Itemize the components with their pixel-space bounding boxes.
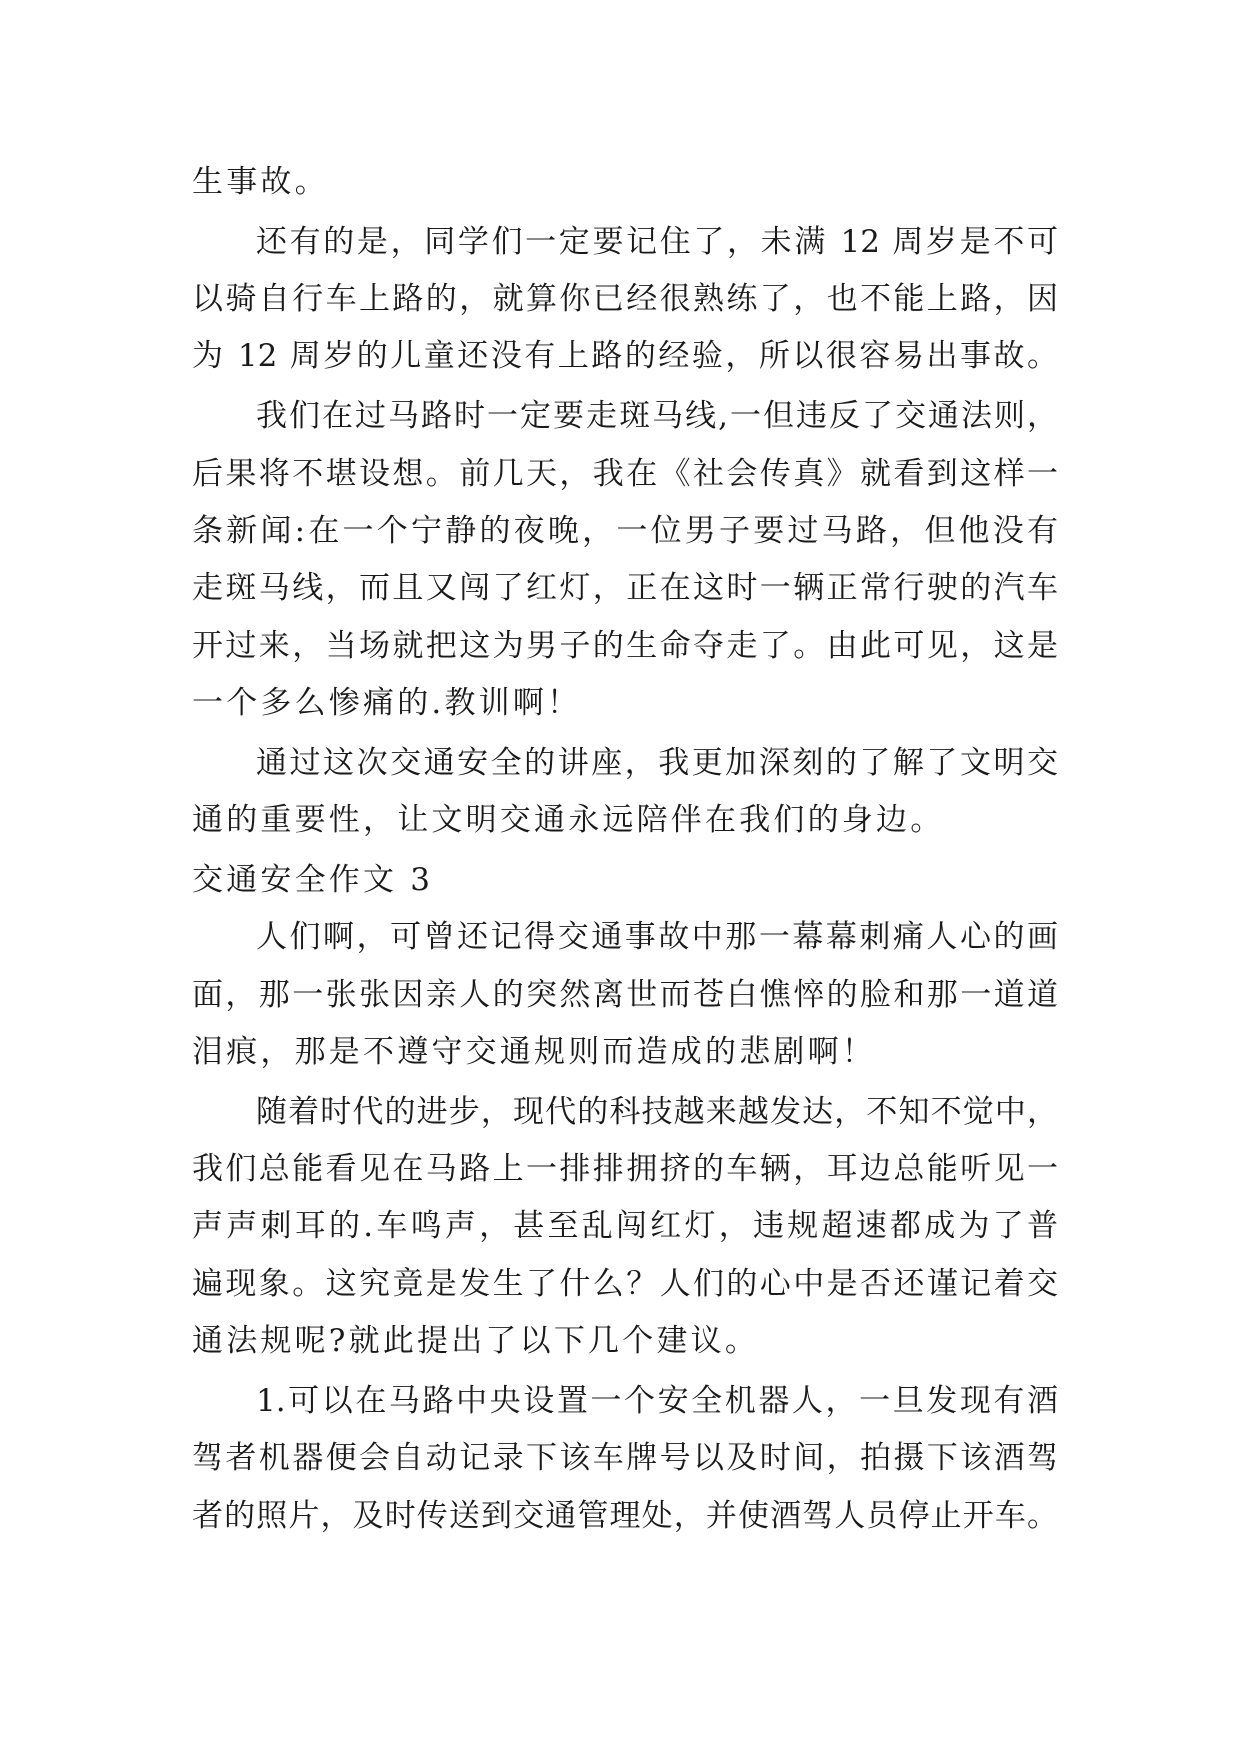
text-line: 我们在过马路时一定要走斑马线,一但违反了交通法则， bbox=[256, 398, 1058, 434]
text-line: 通过这次交通安全的讲座，我更加深刻的了解了文明交 bbox=[256, 745, 1058, 781]
text-line: 1.可以在马路中央设置一个安全机器人，一旦发现有酒 bbox=[256, 1383, 1058, 1419]
text-line: 通法规呢?就此提出了以下几个建议。 bbox=[192, 1323, 760, 1359]
text-line: 遍现象。这究竟是发生了什么？人们的心中是否还谨记着交 bbox=[192, 1266, 1058, 1302]
text-line: 还有的是，同学们一定要记住了，未满 12 周岁是不可 bbox=[256, 224, 1058, 260]
text-line: 条新闻:在一个宁静的夜晚，一位男子要过马路，但他没有 bbox=[192, 513, 1058, 549]
text-line: 者的照片，及时传送到交通管理处，并使酒驾人员停止开车。 bbox=[192, 1498, 1058, 1534]
text-line: 开过来，当场就把这为男子的生命夺走了。由此可见，这是 bbox=[192, 628, 1058, 664]
text-line: 声声刺耳的.车鸣声，甚至乱闯红灯，违规超速都成为了普 bbox=[192, 1208, 1058, 1244]
text-line: 驾者机器便会自动记录下该车牌号以及时间，拍摄下该酒驾 bbox=[192, 1440, 1058, 1476]
text-line: 为 12 周岁的儿童还没有上路的经验，所以很容易出事故。 bbox=[192, 338, 1058, 374]
text-line: 生事故。 bbox=[192, 164, 329, 200]
text-line: 泪痕，那是不遵守交通规则而造成的悲剧啊！ bbox=[192, 1034, 876, 1070]
text-line: 我们总能看见在马路上一排排拥挤的车辆，耳边总能听见一 bbox=[192, 1151, 1058, 1187]
section-heading: 交通安全作文 3 bbox=[192, 862, 434, 898]
text-line: 面，那一张张因亲人的突然离世而苍白憔悴的脸和那一道道 bbox=[192, 977, 1058, 1013]
text-line: 走斑马线，而且又闯了红灯，正在这时一辆正常行驶的汽车 bbox=[192, 570, 1058, 606]
text-line: 后果将不堪设想。前几天，我在《社会传真》就看到这样一 bbox=[192, 456, 1058, 492]
text-line: 通的重要性，让文明交通永远陪伴在我们的身边。 bbox=[192, 802, 945, 838]
text-line: 一个多么惨痛的.教训啊！ bbox=[192, 685, 582, 721]
text-line: 人们啊，可曾还记得交通事故中那一幕幕刺痛人心的画 bbox=[256, 919, 1058, 955]
text-line: 以骑自行车上路的，就算你已经很熟练了，也不能上路，因 bbox=[192, 281, 1058, 317]
text-line: 随着时代的进步，现代的科技越来越发达，不知不觉中， bbox=[256, 1094, 1058, 1130]
